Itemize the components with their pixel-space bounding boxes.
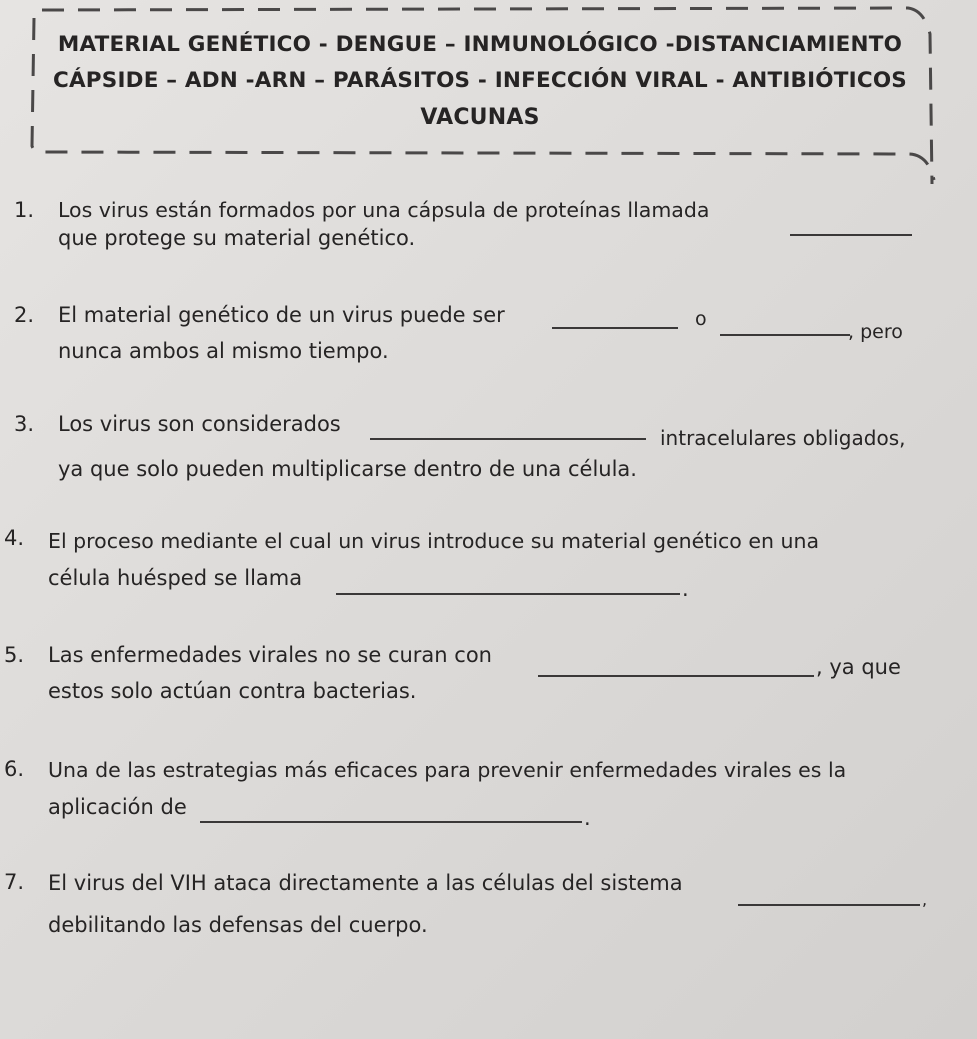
question-2-answer-blank-1[interactable] bbox=[552, 327, 678, 329]
question-2-text-or: o bbox=[695, 308, 707, 330]
word-bank-line-2: CÁPSIDE – ADN -ARN – PARÁSITOS - INFECCIÓN VIRAL - ANTIBIÓTICOS bbox=[52, 68, 907, 93]
question-1-answer-blank[interactable] bbox=[790, 234, 912, 236]
question-6-text-period: . bbox=[584, 806, 591, 830]
question-6-answer-blank[interactable] bbox=[200, 821, 582, 823]
question-5-text-line-1a: Las enfermedades virales no se curan con bbox=[48, 643, 492, 667]
question-4-number: 4. bbox=[4, 526, 25, 550]
question-2-text-line-1a: El material genético de un virus puede ser bbox=[58, 303, 505, 327]
question-2-text-line-2: nunca ambos al mismo tiempo. bbox=[58, 339, 389, 363]
question-5-text-line-2: estos solo actúan contra bacterias. bbox=[48, 679, 417, 703]
question-5-text-line-1b: , ya que bbox=[816, 655, 901, 679]
word-bank-box bbox=[28, 4, 946, 184]
question-6-text-line-1: Una de las estrategias más eficaces para prevenir enfermedades virales es la bbox=[48, 758, 847, 782]
question-7-text-line-1a: El virus del VIH ataca directamente a las células del sistema bbox=[48, 871, 683, 895]
question-7-text-comma: , bbox=[922, 890, 928, 909]
question-6-number: 6. bbox=[4, 757, 25, 781]
question-5-number: 5. bbox=[4, 643, 25, 667]
question-4-text-line-1: El proceso mediante el cual un virus introduce su material genético en una bbox=[48, 529, 820, 553]
question-4-answer-blank[interactable] bbox=[336, 593, 680, 595]
question-6-text-line-2a: aplicación de bbox=[48, 795, 187, 819]
dashed-border bbox=[28, 4, 946, 184]
question-4-text-period: . bbox=[682, 577, 689, 601]
question-7-answer-blank[interactable] bbox=[738, 904, 920, 906]
question-3-text-line-2: ya que solo pueden multiplicarse dentro de una célula. bbox=[58, 457, 637, 481]
question-4-text-line-2a: célula huésped se llama bbox=[48, 566, 303, 590]
question-2-answer-blank-2[interactable] bbox=[720, 334, 850, 336]
question-1-text-line-2: que protege su material genético. bbox=[58, 226, 416, 250]
question-3-text-line-1b: intracelulares obligados, bbox=[660, 426, 906, 450]
question-1-text-line-1: Los virus están formados por una cápsula de proteínas llamada bbox=[58, 198, 710, 222]
word-bank-line-3: VACUNAS bbox=[420, 105, 540, 130]
question-1-number: 1. bbox=[14, 198, 35, 222]
question-7-number: 7. bbox=[4, 870, 25, 894]
question-2-text-pero: , pero bbox=[848, 321, 903, 343]
question-2-number: 2. bbox=[14, 303, 35, 327]
question-3-text-line-1a: Los virus son considerados bbox=[58, 412, 341, 436]
word-bank-line-1: MATERIAL GENÉTICO - DENGUE – INMUNOLÓGICO -DISTANCIAMIENTO bbox=[57, 32, 903, 57]
question-7-text-line-2: debilitando las defensas del cuerpo. bbox=[48, 913, 428, 937]
question-3-number: 3. bbox=[14, 412, 35, 436]
question-3-answer-blank[interactable] bbox=[370, 438, 646, 440]
question-5-answer-blank[interactable] bbox=[538, 675, 814, 677]
